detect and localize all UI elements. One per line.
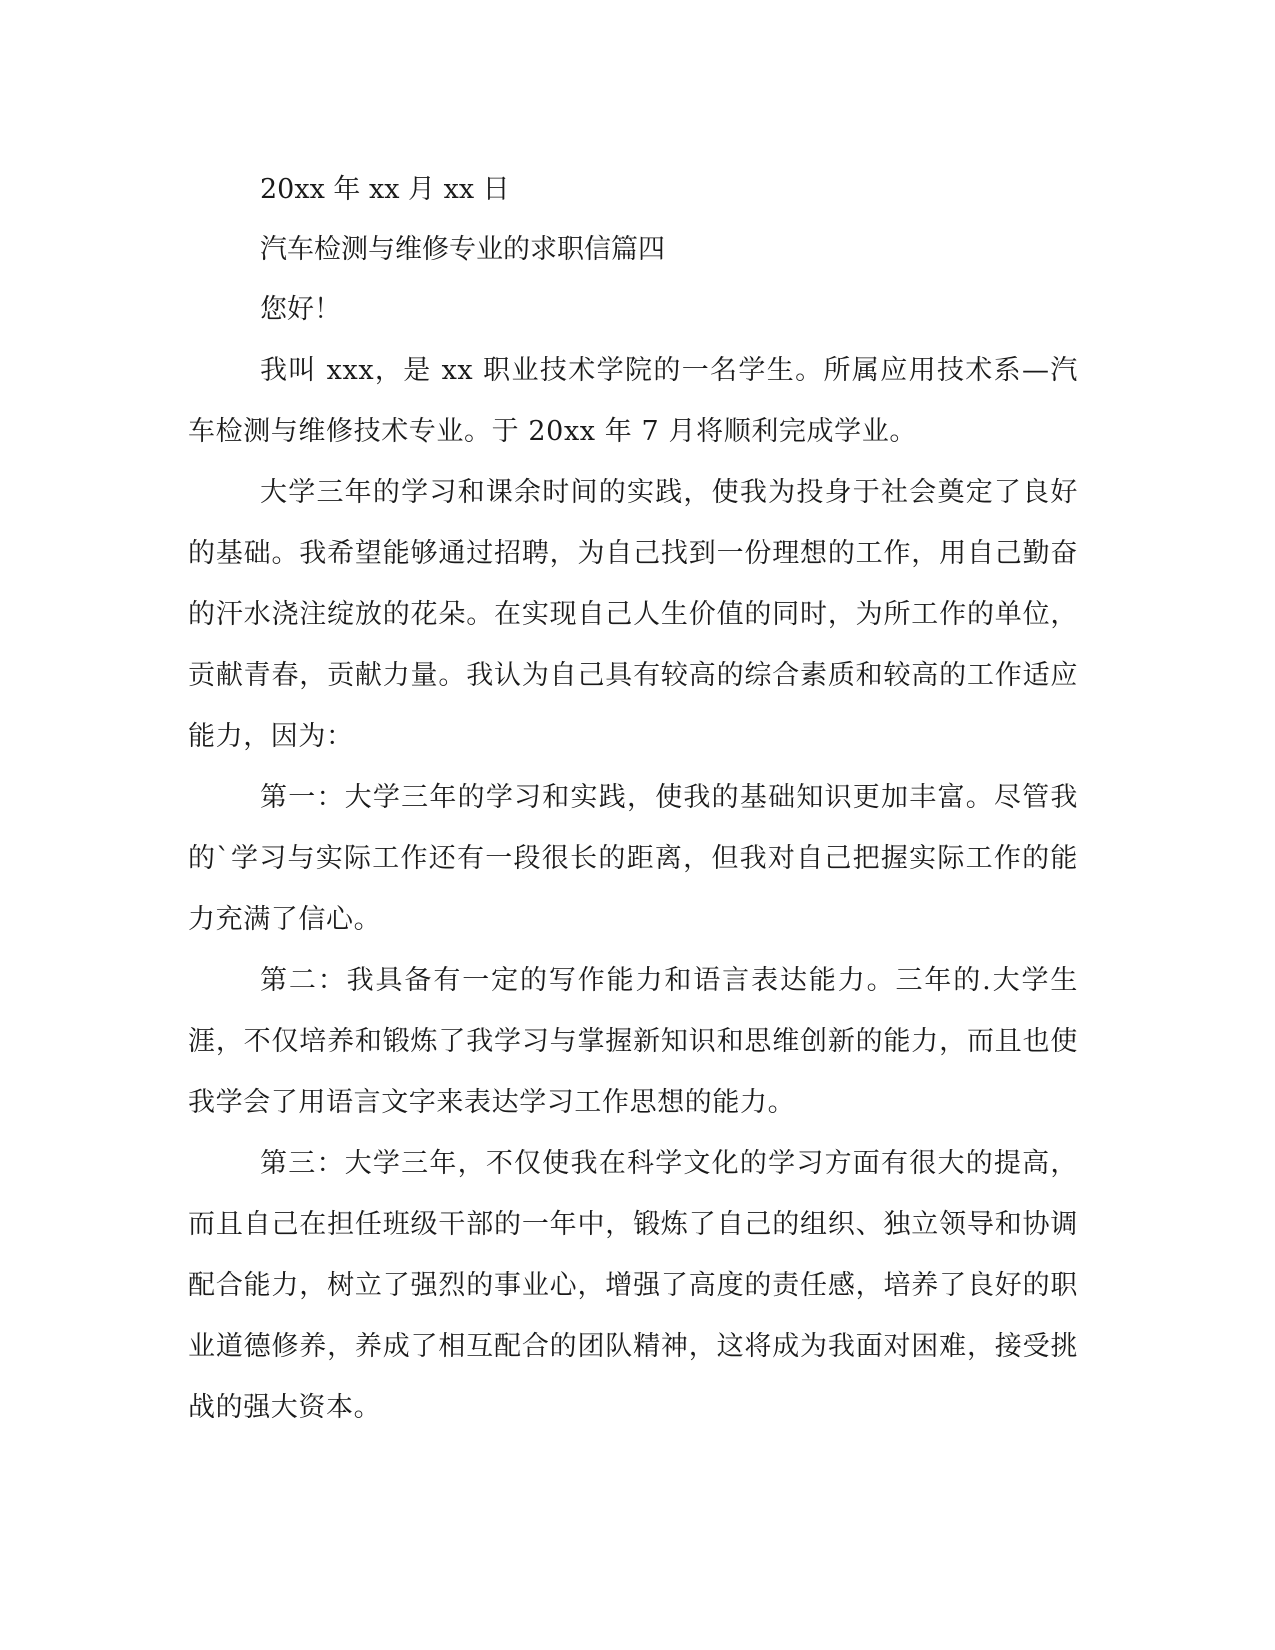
letter-heading: 汽车检测与维修专业的求职信篇四: [260, 234, 665, 265]
letter-greeting: 您好！: [260, 294, 341, 325]
document-body: [188, 160, 1078, 1438]
paragraph-foundation: 大学三年的学习和课余时间的实践，使我为投身于社会奠定了良好的基础。我希望能够通过招聘，为自己找到一份理想的工作，用自己勤奋的汗水浇注绽放的花朵。在实现自己人生价值的同时，为所工作的单位，贡献青春，贡献力量。我认为自己具有较高的综合素质和较高的工作适应能力，因为：: [188, 477, 1078, 752]
paragraph-second-point: 第二：我具备有一定的写作能力和语言表达能力。三年的.大学生涯，不仅培养和锻炼了我学习与掌握新知识和思维创新的能力，而且也使我学会了用语言文字来表达学习工作思想的能力。: [188, 965, 1078, 1118]
paragraph-first-point: 第一：大学三年的学习和实践，使我的基础知识更加丰富。尽管我的`学习与实际工作还有一段很长的距离，但我对自己把握实际工作的能力充满了信心。: [188, 782, 1078, 935]
paragraph-intro: 我叫 xxx，是 xx 职业技术学院的一名学生。所属应用技术系—汽车检测与维修技术专业。于 20xx 年 7 月将顺利完成学业。: [188, 355, 1078, 447]
letter-date: 20xx 年 xx 月 xx 日: [260, 174, 510, 205]
paragraph-third-point: 第三：大学三年，不仅使我在科学文化的学习方面有很大的提高，而且自己在担任班级干部的一年中，锻炼了自己的组织、独立领导和协调配合能力，树立了强烈的事业心，增强了高度的责任感，培养了良好的职业道德修养，养成了相互配合的团队精神，这将成为我面对困难，接受挑战的强大资本。: [188, 1148, 1078, 1423]
